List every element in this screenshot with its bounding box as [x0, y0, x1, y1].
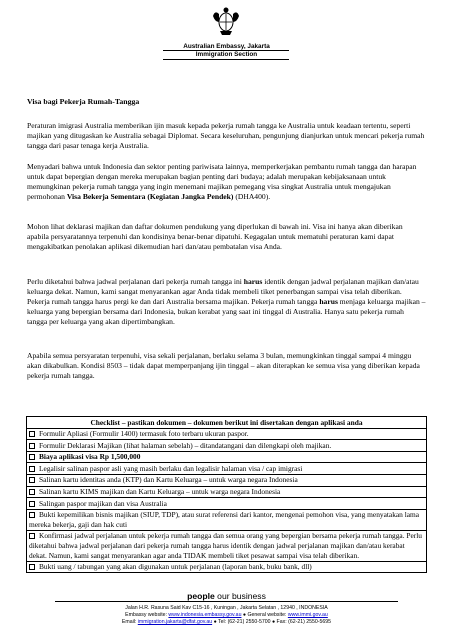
general-website-link[interactable]: www.immi.gov.au: [287, 612, 328, 618]
checklist-cell: [27, 440, 427, 452]
checkbox-icon[interactable]: [29, 489, 35, 495]
footer-brand-rest: our business: [214, 591, 266, 601]
paragraph-intro: [27, 121, 426, 151]
paragraph-policy: [27, 162, 426, 202]
checkbox-icon[interactable]: [29, 501, 35, 507]
emphasis-must-2: harus: [319, 297, 338, 306]
paragraph-travel-part-a: Perlu diketahui bahwa jadwal perjalanan dari pekerja rumah tangga ini: [27, 277, 244, 286]
email-link[interactable]: immigration.jakarta@dfat.gov.au: [137, 619, 213, 625]
checklist-header-row: [27, 417, 427, 429]
paragraph-conditions: [27, 351, 426, 381]
footer-address: Jalan H.R. Rasuna Said Kav C15-16 , Kuningan , Jakarta Selatan , 12940 , INDONESIA: [125, 605, 328, 611]
checklist-item-text: Salinan kartu identitas anda (KTP) dan Kartu Keluarga – untuk warga negara Indonesia: [39, 475, 298, 485]
checklist-item: [27, 463, 427, 475]
checklist-item-text: Salingan paspor majikan dan visa Australia: [39, 498, 167, 508]
paragraph-policy-text: [27, 162, 426, 202]
paragraph-travel-part-e: menjaga keluarga majikan – keluarga yang bepergian bersama dari Indonesia, bukan kerabat yang saat ini tinggal di Australia. Hanya satu pekerja rumah tangga per keluarga yang akan dipertimbangkan.: [27, 297, 426, 326]
embassy-website-link[interactable]: www.indonesia.embassy.gov.au: [168, 612, 242, 618]
checklist-item-text: Formulir Deklarasi Majikan (lihat halaman sebelah) – ditandatangani dan dilengkapi oleh majikan.: [39, 440, 332, 450]
checklist-cell: [27, 451, 427, 463]
checklist-cell: [27, 561, 427, 573]
checkbox-icon[interactable]: [29, 443, 35, 449]
checklist-table: [26, 416, 427, 573]
footer-divider: [55, 601, 398, 602]
paragraph-intro-text: Peraturan imigrasi Australia memberikan ijin masuk kepada pekerja rumah tangga ke Australia untuk keadaan tertentu, seperti majikan yang ditugaskan ke Australia sebagai Diplomat. Secara keseluruhan, pengunjung dianjurkan untuk mencari pekerja rumah tangga dari pasar tenaga kerja Australia.: [27, 121, 425, 150]
checklist-cell: [27, 498, 427, 510]
footer-general-label: ● General website:: [241, 612, 288, 618]
checklist-item-text: Salinan kartu KIMS majikan dan Kartu Keluarga – untuk warga negara Indonesia: [39, 487, 281, 497]
embassy-name: Australian Embassy, Jakarta: [183, 43, 270, 50]
checklist-cell: [27, 428, 427, 440]
paragraph-travel-text: [27, 277, 426, 327]
paragraph-conditions-text: Apabila semua persyaratan terpenuhi, visa sekali perjalanan, berlaku selama 3 bulan, memungkinkan tinggal sampai 4 minggu akan dikabulkan. Kondisi 8503 – tidak dapat memperpanjang ijin tinggal – akan diterapkan ke semua visa yang diberikan kepada pekerja rumah tangga.: [27, 351, 420, 380]
page-title: Visa bagi Pekerja Rumah-Tangga: [27, 97, 140, 106]
footer-websites: [0, 612, 453, 618]
checklist-cell: [27, 463, 427, 475]
visa-type-name: Visa Bekerja Sementara (Kegiatan Jangka Pendek): [66, 192, 234, 201]
checkbox-icon[interactable]: [29, 454, 35, 460]
checkbox-icon[interactable]: [29, 477, 35, 483]
paragraph-policy-part-c: (DHA400).: [233, 192, 271, 201]
footer-contact: [0, 619, 453, 625]
paragraph-declaration: [27, 222, 426, 252]
checklist-item: [27, 474, 427, 486]
checklist-item-text: Bukti uang / tabungan yang akan digunakan untuk perjalanan (laporan bank, buku bank, dll): [39, 562, 312, 572]
footer-embassy-label: Embassy website:: [125, 612, 169, 618]
checklist-item: [27, 498, 427, 510]
checklist-item: [27, 440, 427, 452]
checklist-item: [27, 486, 427, 498]
footer-brand: [0, 591, 453, 601]
checklist-item-text: Bukti kepemilikan bisnis majikan (SIUP, TDP), atau surat referensi dari kantor, mengenai pemohon visa, yang menyatakan lama mereka bekerja, gaji dan hak cuti: [29, 510, 420, 529]
checklist-item: [27, 451, 427, 463]
section-name: Immigration Section: [195, 51, 258, 58]
checklist-item-text: Konfirmasi jadwal perjalanan untuk pekerja rumah tangga dan semua orang yang bepergian bersama pekerja rumah tangga. Perlu diketahui bahwa jadwal perjalanan dari pekerja rumah tangga harus identik dengan jadwal perjalanan majikan dan/atau kerabat dekat. Namun, kami sangat menyarankan agar anda TIDAK membeli tiket pesawat sampai visa telah diberikan.: [29, 531, 423, 560]
checkbox-icon[interactable]: [29, 512, 35, 518]
header-divider-bottom: [163, 59, 289, 60]
checkbox-icon[interactable]: [29, 533, 35, 539]
checklist-cell: [27, 474, 427, 486]
checkbox-icon[interactable]: [29, 466, 35, 472]
paragraph-travel: [27, 277, 426, 327]
footer-phone-fax: ● Tel: (62-21) 2550-5700 ● Fax: (62-21) 2550-5695: [212, 619, 332, 625]
footer-brand-bold: people: [187, 591, 215, 601]
coat-of-arms-logo: [209, 4, 243, 38]
checklist-item-text: Formulir Apliasi (Formulir 1400) termasuk foto terbaru ukuran paspor.: [39, 429, 249, 439]
checklist-item: [27, 561, 427, 573]
checklist-item: [27, 509, 427, 530]
checklist-cell: [27, 486, 427, 498]
paragraph-travel-part-c: identik dengan jadwal perjalanan majikan dan/atau keluarga dekat. Namun, kami sangat menyarankan agar Anda tidak membeli tiket penerbangan sampai visa telah diberikan. Pekerja rumah tangga harus pergi ke dan dari Australia bersama majikan. Pekerja rumah tangga: [27, 277, 419, 306]
emphasis-must-1: harus: [243, 277, 263, 286]
checklist-heading: Checklist – pastikan dokumen – dokumen berikut ini disertakan dengan aplikasi anda: [27, 417, 427, 429]
checklist-cell: [27, 530, 427, 561]
checkbox-icon[interactable]: [29, 564, 35, 570]
checkbox-icon[interactable]: [29, 431, 35, 437]
checklist-item-text: Biaya aplikasi visa Rp 1,500,000: [39, 452, 141, 462]
paragraph-policy-part-a: Menyadari bahwa untuk Indonesia dan sektor penting pariwisata lainnya, memperkerjakan pembantu rumah tangga dan harapan untuk dapat bepergian dengan mereka merupakan bagian penting dari budaya; adalah merupakan kebijaksanaan untuk memungkinan pekerja rumah tangga yang ingin menemani majikan pemegang visa singkat Australia untuk mengajukan permohonan: [27, 162, 417, 201]
checklist-item-text: Legalisir salinan paspor asli yang masih berlaku dan legalisir halaman visa / cap imigrasi: [39, 463, 303, 473]
paragraph-declaration-text: Mohon lihat deklarasi majikan dan daftar dokumen pendukung yang diperlukan di bawah ini. Visa ini hanya akan diberikan apabila persyaratannya terpenuhi dan kondisinya benar-benar dipatuhi. Kegagalan untuk mematuhi peraturan kami dapat mengakibatkan penolakan aplikasi dikemudian hari dan/atau pembatalan visa Anda.: [27, 222, 403, 251]
checklist-item: [27, 428, 427, 440]
footer-email-label: Email:: [121, 619, 138, 625]
checklist-item: [27, 530, 427, 561]
checklist-cell: [27, 509, 427, 530]
